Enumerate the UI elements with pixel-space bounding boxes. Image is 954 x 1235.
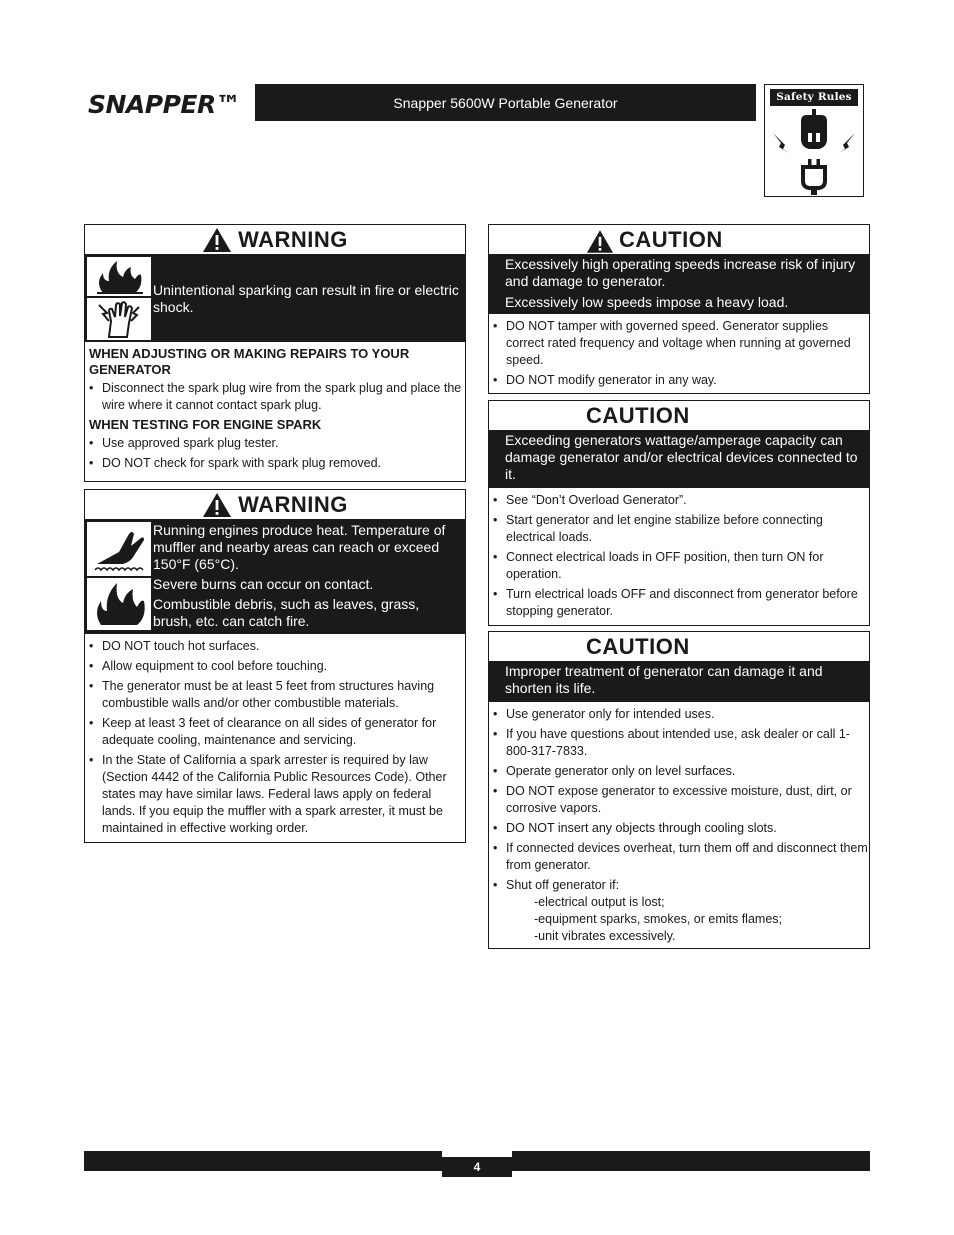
- list-item: • The generator must be at least 5 feet from structures having combustible walls and/or other combustible materials.: [85, 678, 463, 712]
- shutoff-condition: -electrical output is lost;: [534, 895, 665, 909]
- warning-word: WARNING: [238, 491, 348, 517]
- safety-rules-label: Safety Rules: [770, 89, 858, 106]
- hazard-text-treatment: Improper treatment of generator can damage it and shorten its life.: [505, 663, 823, 696]
- list-item: • Use generator only for intended uses.: [489, 706, 869, 723]
- fire-icon-cell: [87, 257, 151, 296]
- product-title-bar: [255, 84, 756, 121]
- list-item: • DO NOT touch hot surfaces.: [85, 638, 463, 655]
- page-number: 4: [442, 1157, 512, 1177]
- shutoff-condition: -unit vibrates excessively.: [534, 929, 676, 943]
- hazard-text-low-speed: Excessively low speeds impose a heavy load.: [505, 294, 789, 310]
- alert-triangle-icon: [202, 492, 232, 518]
- list-item: • DO NOT expose generator to excessive moisture, dust, dirt, or corrosive vapors.: [489, 783, 869, 817]
- hazard-text-sparking: Unintentional sparking can result in fire or electric shock.: [153, 281, 459, 315]
- list-item: • DO NOT check for spark with spark plug removed.: [85, 455, 465, 472]
- list-item: • If you have questions about intended use, ask dealer or call 1-800-317-7833.: [489, 726, 869, 760]
- product-title: Snapper 5600W Portable Generator: [393, 94, 618, 111]
- snapper-logo: [88, 88, 250, 120]
- hot-surface-hand-icon: [89, 524, 149, 574]
- list-item: • Allow equipment to cool before touching.: [85, 658, 463, 675]
- caution-title-1: [489, 225, 869, 254]
- caution-panel-overload: [488, 400, 870, 626]
- fire-icon: [89, 259, 149, 295]
- alert-triangle-icon: [202, 227, 232, 253]
- repairs-list: [85, 380, 465, 414]
- list-item: • Disconnect the spark plug wire from the spark plug and place the wire where it cannot contact spark plug.: [85, 380, 465, 414]
- subheading-spark-test: WHEN TESTING FOR ENGINE SPARK: [89, 417, 322, 432]
- speed-list: [489, 318, 869, 389]
- hazard-text-high-speed: Excessively high operating speeds increase risk of injury and damage to generator.: [505, 256, 856, 289]
- alert-triangle-icon: [586, 229, 614, 254]
- list-item: • See “Don’t Overload Generator”.: [489, 492, 869, 509]
- hazard-block-speed: [489, 254, 869, 314]
- warning-title-2: [85, 490, 465, 520]
- fire-icon: [89, 581, 149, 627]
- svg-text:SNAPPER™: SNAPPER™: [88, 90, 241, 119]
- heat-list: [85, 638, 465, 837]
- list-item: • DO NOT insert any objects through cooling slots.: [489, 820, 869, 837]
- hazard-block-overload: [489, 430, 869, 488]
- list-item: • If connected devices overheat, turn them off and disconnect them from generator.: [489, 840, 869, 874]
- hazard-text-overload: Exceeding generators wattage/amperage capacity can damage generator and/or electrical devices connected to it.: [505, 432, 858, 482]
- hazard-block-heat: [85, 520, 465, 634]
- safety-rules-badge: [764, 84, 864, 197]
- footer-bar-right: [512, 1151, 870, 1171]
- caution-word: CAUTION: [619, 226, 723, 252]
- caution-title-3: [489, 632, 869, 661]
- subheading-repairs: WHEN ADJUSTING OR MAKING REPAIRS TO YOUR GENERATOR: [89, 346, 410, 377]
- list-item: • DO NOT tamper with governed speed. Generator supplies correct rated frequency and voltage when running at governed speed.: [489, 318, 869, 369]
- hazard-text-burns: Severe burns can occur on contact.: [153, 576, 374, 592]
- fire-icon-cell: [87, 578, 151, 630]
- list-item-shutoff: [489, 877, 869, 945]
- caution-panel-treatment: [488, 631, 870, 949]
- warning-title-1: [85, 225, 465, 255]
- electric-shock-hand-icon: [89, 299, 149, 339]
- hazard-icons: [85, 520, 151, 634]
- caution-title-2: [489, 401, 869, 430]
- shutoff-condition: -equipment sparks, smokes, or emits flames;: [534, 912, 782, 926]
- electrical-plug-icon: [769, 109, 859, 195]
- hazard-text-debris: Combustible debris, such as leaves, grass, brush, etc. can catch fire.: [153, 596, 420, 629]
- shutoff-label: Shut off generator if:: [506, 878, 620, 892]
- warning-word: WARNING: [238, 226, 348, 252]
- warning-panel-sparking: [84, 224, 466, 482]
- list-item: • Start generator and let engine stabilize before connecting electrical loads.: [489, 512, 869, 546]
- list-item: • Connect electrical loads in OFF position, then turn ON for operation.: [489, 549, 869, 583]
- hazard-text-heat-temperature: Running engines produce heat. Temperature of muffler and nearby areas can reach or exceed 150°F (65°C).: [153, 522, 446, 572]
- hazard-block-sparking: [85, 255, 465, 342]
- list-item: • Use approved spark plug tester.: [85, 435, 465, 452]
- overload-list: [489, 492, 869, 620]
- list-item: • In the State of California a spark arrester is required by law (Section 4442 of the California Public Resources Code). Other states may have similar laws. Federal laws apply on federal lands. If you equip the muffler with a spark arrester, it must be maintained in effective working order.: [85, 752, 463, 837]
- warning-panel-heat: [84, 489, 466, 843]
- caution-word: CAUTION: [586, 633, 690, 659]
- spark-test-list: [85, 435, 465, 472]
- caution-word: CAUTION: [586, 402, 690, 428]
- shock-icon-cell: [87, 298, 151, 340]
- footer-bar-left: [84, 1151, 442, 1171]
- list-item: • DO NOT modify generator in any way.: [489, 372, 869, 389]
- treatment-list: [489, 706, 869, 945]
- hazard-icons: [85, 255, 151, 342]
- list-item: • Keep at least 3 feet of clearance on all sides of generator for adequate cooling, maintenance and servicing.: [85, 715, 463, 749]
- list-item: • Operate generator only on level surfaces.: [489, 763, 869, 780]
- list-item: • Turn electrical loads OFF and disconnect from generator before stopping generator.: [489, 586, 869, 620]
- caution-panel-speed: [488, 224, 870, 394]
- hot-surface-icon-cell: [87, 522, 151, 576]
- hazard-block-treatment: [489, 661, 869, 702]
